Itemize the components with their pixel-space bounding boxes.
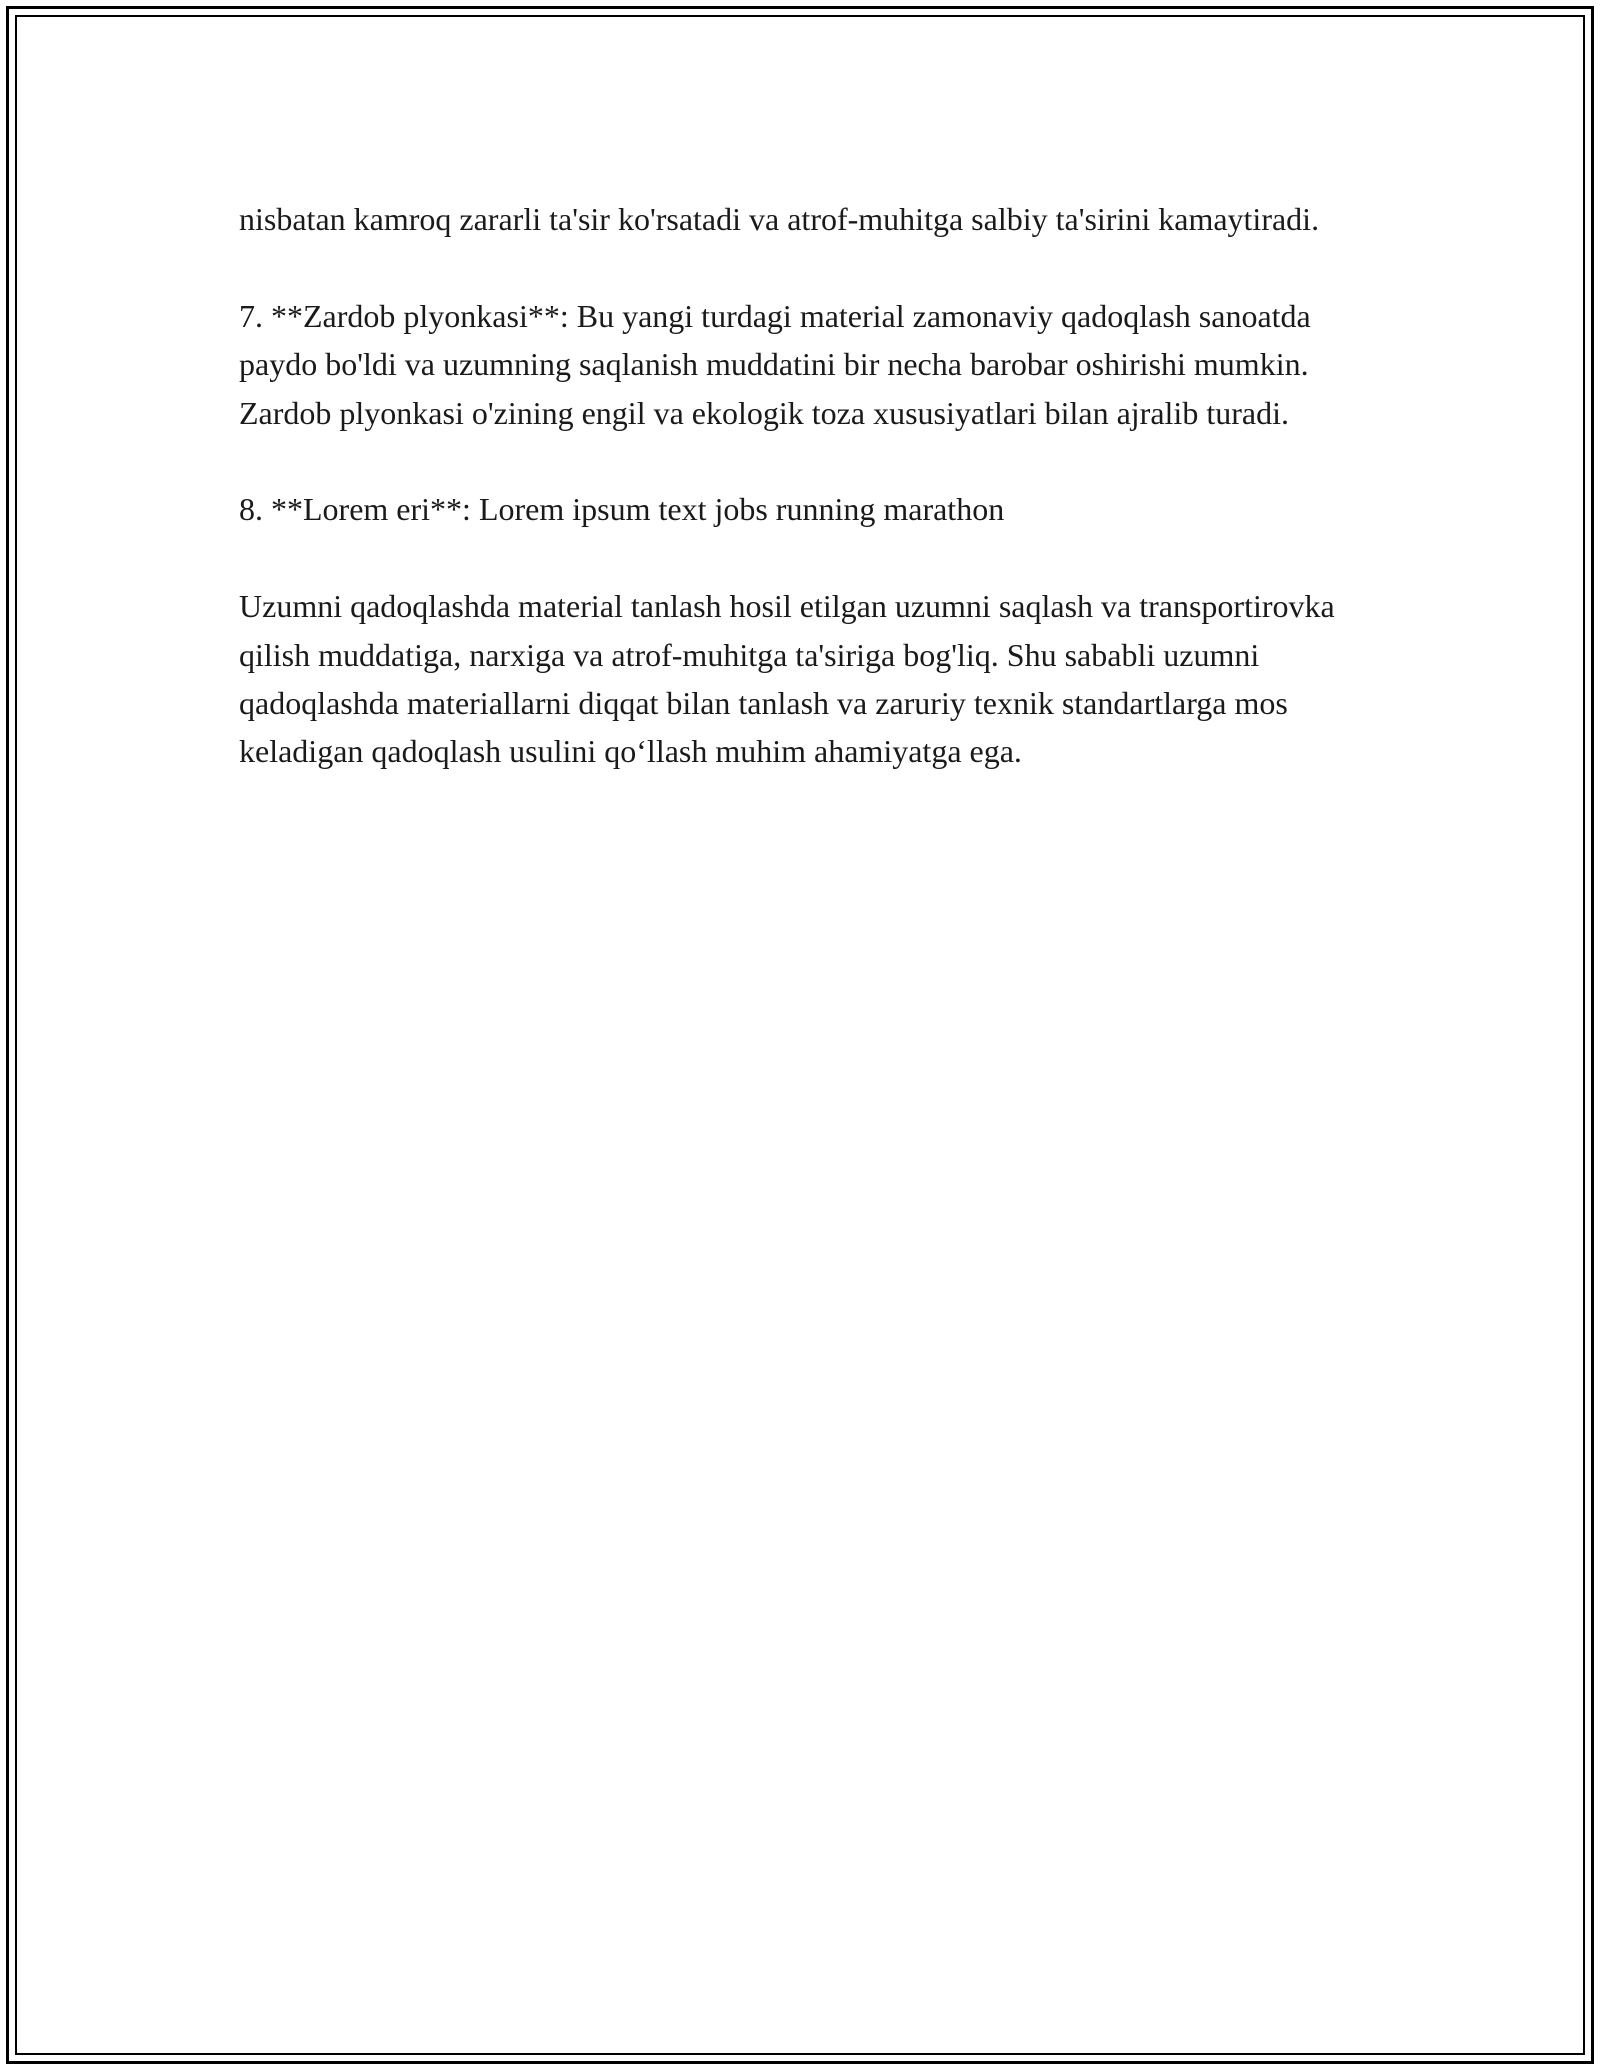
page-content <box>239 195 1389 824</box>
paragraph-continuation: nisbatan kamroq zararli ta'sir ko'rsatadi va atrof-muhitga salbiy ta'sirini kamaytiradi. <box>239 201 1320 237</box>
document-page <box>6 6 1594 2064</box>
paragraph-item-7: 7. **Zardob plyonkasi**: Bu yangi turdagi material zamonaviy qadoqlash sanoatda paydo bo'ldi va uzumning saqlanish muddatini bir necha barobar oshirishi mumkin. Zardob plyonkasi o'zining engil va ekologik toza xususiyatlari bilan ajralib turadi. <box>239 297 1311 431</box>
paragraph-conclusion: Uzumni qadoqlashda material tanlash hosil etilgan uzumni saqlash va transportirovka qilish muddatiga, narxiga va atrof-muhitga ta'siriga bog'liq. Shu sababli uzumni qadoqlashda materiallarni diqqat bilan tanlash va zaruriy texnik standartlarga mos keladigan qadoqlash usulini qo‘llash muhim ahamiyatga ega. <box>239 588 1335 770</box>
paragraph-item-8: 8. **Lorem eri**: Lorem ipsum text jobs running marathon <box>239 491 1005 528</box>
